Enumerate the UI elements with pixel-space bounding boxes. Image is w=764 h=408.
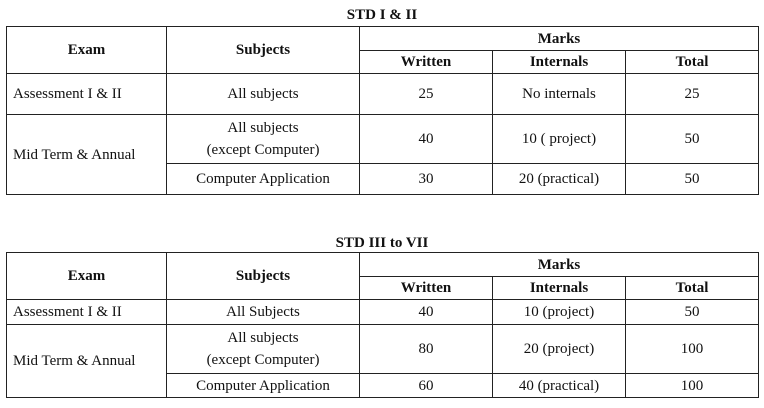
table-row bbox=[7, 325, 759, 374]
header-subjects: Subjects bbox=[167, 253, 360, 300]
subject-cell bbox=[167, 325, 360, 374]
internals-cell: No internals bbox=[493, 74, 626, 115]
exam-cell: Mid Term & Annual bbox=[7, 115, 167, 195]
written-cell: 30 bbox=[360, 164, 493, 195]
subject-cell: Computer Application bbox=[167, 374, 360, 398]
total-cell: 50 bbox=[626, 300, 759, 325]
total-cell: 100 bbox=[626, 325, 759, 374]
header-subjects: Subjects bbox=[167, 27, 360, 74]
subject-line: (except Computer) bbox=[206, 142, 320, 158]
header-internals: Internals bbox=[493, 277, 626, 300]
subject-cell bbox=[167, 115, 360, 164]
header-total: Total bbox=[626, 277, 759, 300]
table-2-title: STD III to VII bbox=[335, 235, 429, 251]
subject-cell: Computer Application bbox=[167, 164, 360, 195]
written-cell: 40 bbox=[360, 300, 493, 325]
subject-line: (except Computer) bbox=[206, 352, 320, 368]
table-row bbox=[7, 300, 759, 325]
written-cell: 40 bbox=[360, 115, 493, 164]
total-cell: 25 bbox=[626, 74, 759, 115]
written-cell: 80 bbox=[360, 325, 493, 374]
header-written: Written bbox=[360, 51, 493, 74]
internals-cell: 10 (project) bbox=[493, 300, 626, 325]
subject-cell: All subjects bbox=[167, 74, 360, 115]
table-1-title: STD I & II bbox=[346, 7, 418, 23]
header-written: Written bbox=[360, 277, 493, 300]
internals-cell: 10 ( project) bbox=[493, 115, 626, 164]
marks-table-std-iii-vii bbox=[6, 252, 759, 398]
internals-cell: 20 (practical) bbox=[493, 164, 626, 195]
internals-cell: 40 (practical) bbox=[493, 374, 626, 398]
internals-cell: 20 (project) bbox=[493, 325, 626, 374]
header-exam: Exam bbox=[7, 253, 167, 300]
subject-line: All subjects bbox=[227, 330, 299, 346]
table-row bbox=[7, 74, 759, 115]
written-cell: 60 bbox=[360, 374, 493, 398]
exam-cell: Assessment I & II bbox=[7, 300, 167, 325]
total-cell: 50 bbox=[626, 115, 759, 164]
table-row bbox=[7, 115, 759, 164]
marks-table-std-i-ii bbox=[6, 26, 759, 195]
total-cell: 100 bbox=[626, 374, 759, 398]
exam-cell: Assessment I & II bbox=[7, 74, 167, 115]
header-total: Total bbox=[626, 51, 759, 74]
header-exam: Exam bbox=[7, 27, 167, 74]
subject-cell: All Subjects bbox=[167, 300, 360, 325]
header-marks: Marks bbox=[360, 253, 759, 277]
header-internals: Internals bbox=[493, 51, 626, 74]
exam-cell: Mid Term & Annual bbox=[7, 325, 167, 398]
subject-line: All subjects bbox=[227, 120, 299, 136]
total-cell: 50 bbox=[626, 164, 759, 195]
header-marks: Marks bbox=[360, 27, 759, 51]
written-cell: 25 bbox=[360, 74, 493, 115]
